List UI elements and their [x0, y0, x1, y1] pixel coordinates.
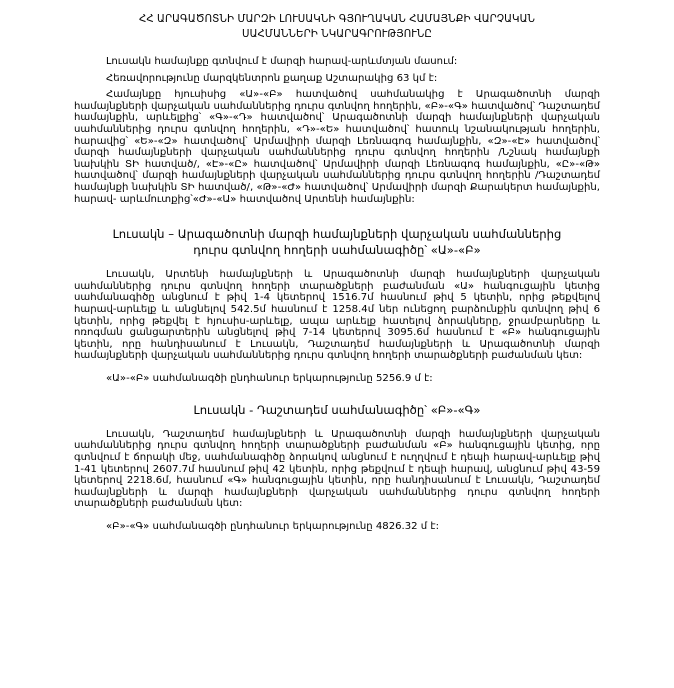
- document-title: [74, 12, 600, 42]
- section-2-heading-line-1: Լուսակն - Դաշտադեմ սահմանագիծը՝ «Բ»-«Գ»: [193, 402, 481, 417]
- section-2-body: Լուսակն, Դաշտադեմ համայնքների և Արագածոտնի մարզի համայնքների վարչական սահմաններից դուրս գտնվող հողերի տարածքների բաժանման «Բ» հանգուցային կետից, որը գտնվում է ճորակի մեջ, սահմանագիծը ձորակով անցնում է ուղղվում է դեպի հարավ-արևելք թիվ 1-41 կետերով 2607.7մ հասնում թիվ 42 կետին, որից թեքվում է դեպի հարավ, անցնում թիվ 43-59 կետերով 2218.6մ, հասնում «Գ» հանգուցային կետին, որը հանդիսանում է Լուսակն, Դաշտադեմ համայնքների և մարզի համայնքների վարչական սահմաններից դուրս գտնվող հողերի տարածքների բաժանման կետ:: [74, 428, 600, 510]
- section-1-heading: [74, 226, 600, 258]
- section-1-summary: «Ա»-«Բ» սահմանագծի ընդհանուր երկարությունը 5256.9 մ է:: [106, 372, 433, 384]
- spacer: [74, 258, 600, 269]
- section-1-heading-line-1: Լուսակն – Արագածոտնի մարզի համայնքների վարչական սահմաններից: [112, 227, 562, 242]
- spacer: [74, 362, 600, 373]
- intro-paragraph-2: Հեռավորությունը մարզկենտրոն քաղաք Աշտարակից 63 կմ է:: [106, 72, 438, 84]
- section-2-summary: «Բ»-«Գ» սահմանագծի ընդհանուր երկարությունը 4826.32 մ է:: [106, 521, 440, 533]
- section-1-body: Լուսակն, Արտենի համայնքների և Արագածոտնի մարզի համայնքների վարչական սահմաններից դուրս գտնվող հողերի տարածքների բաժանման «Ա» հանգուցային կետից սահմանագիծը անցնում է թիվ 1-4 կետերով 1516.7մ հասնում թիվ 5 կետին, որից թեքվելով հարավ-արևելք և անցնելով 542.5մ հասնում է 1258.4մ ներ ունեցող բարձունքին գտնվող թիվ 6 կետին, որից թեքվել է հյուսիս-արևելք, ապա արևելք հատելով ձորակները, ջրամբարները և ոռոգման ցանցարտերին անցնելով թիվ 7-14 կետերով 3095.6մ հասնում է «Բ» հանգուցային կետին, որը հանդիսանում է Լուսակն, Դաշտադեմ համայնքների և Արագածոտնի մարզի համայնքների վարչական սահմաններից դուրս գտնվող հողերի տարածքների բաժանման կետ:: [74, 269, 600, 362]
- document-title-line-1: ՀՀ ԱՐԱԳԱԾՈՏՆԻ ՄԱՐԶԻ ԼՈՒՍԱԿՆԻ ԳՅՈՒՂԱԿԱՆ ՀԱՄԱՅՆՔԻ ՎԱՐՉԱԿԱՆ: [138, 14, 536, 25]
- spacer: [74, 510, 600, 521]
- section-2-heading: [74, 402, 600, 418]
- intro-paragraph-3: Համայնքը հյուսիսից «Ա»-«Բ» հատվածով սահմանակից է Արագածոտնի մարզի համայնքների վարչական սահմաններից դուրս գտնվող հողերին, «Բ»-«Գ» հատվածով՝ Դաշտադեմ համայնքին, արևելքից՝ «Գ»-«Դ» հատվածով՝ Արագածոտնի մարզի համայնքների վարչական սահմաններից դուրս գտնվող հողերին, «Դ»-«Ե» հատվածով՝ հատուկ նշանակության հողերին, հարավից՝ «Ե»-«Զ» հատվածով՝ Արմավիրի մարզի Լեռնագոգ համայնքին, «Զ»-«Է» հատվածով՝ մարզի համայնքների վարչական սահմաններից դուրս գտնվող հողերին /Նշնակ համայնքի նախկին ՏԻ հատված/, «Է»-«Ը» հատվածով՝ Արմավիրի մարզի Լեռնագոգ համայնքին, «Ը»-«Թ» հատվածով՝ մարզի համայնքների վարչական սահմաններից դուրս գտնվող հողերին /Դաշտադեմ համայնքի նախկին ՏԻ հատված/, «Թ»-«Ժ» հատվածով՝ Արմավիրի մարզի Քարակերտ համայնքին, հարավ- արևմուտքից՝«Ժ»-«Ա» հատվածով Արտենի համայնքին:: [74, 89, 600, 205]
- document-title-line-2: ՍԱՀՄԱՆՆԵՐԻ ՆԿԱՐԱԳՐՈՒԹՅՈՒՆԸ: [242, 29, 432, 40]
- intro-paragraph-1: Լուսակն համայնքը գտնվում է մարզի հարավ-արևմտյան մասում:: [106, 56, 458, 67]
- spacer: [74, 205, 600, 226]
- section-1-heading-line-2: դուրս գտնվող հողերի սահմանագիծը՝ «Ա»-«Բ»: [193, 243, 481, 258]
- spacer: [74, 418, 600, 429]
- spacer: [74, 385, 600, 402]
